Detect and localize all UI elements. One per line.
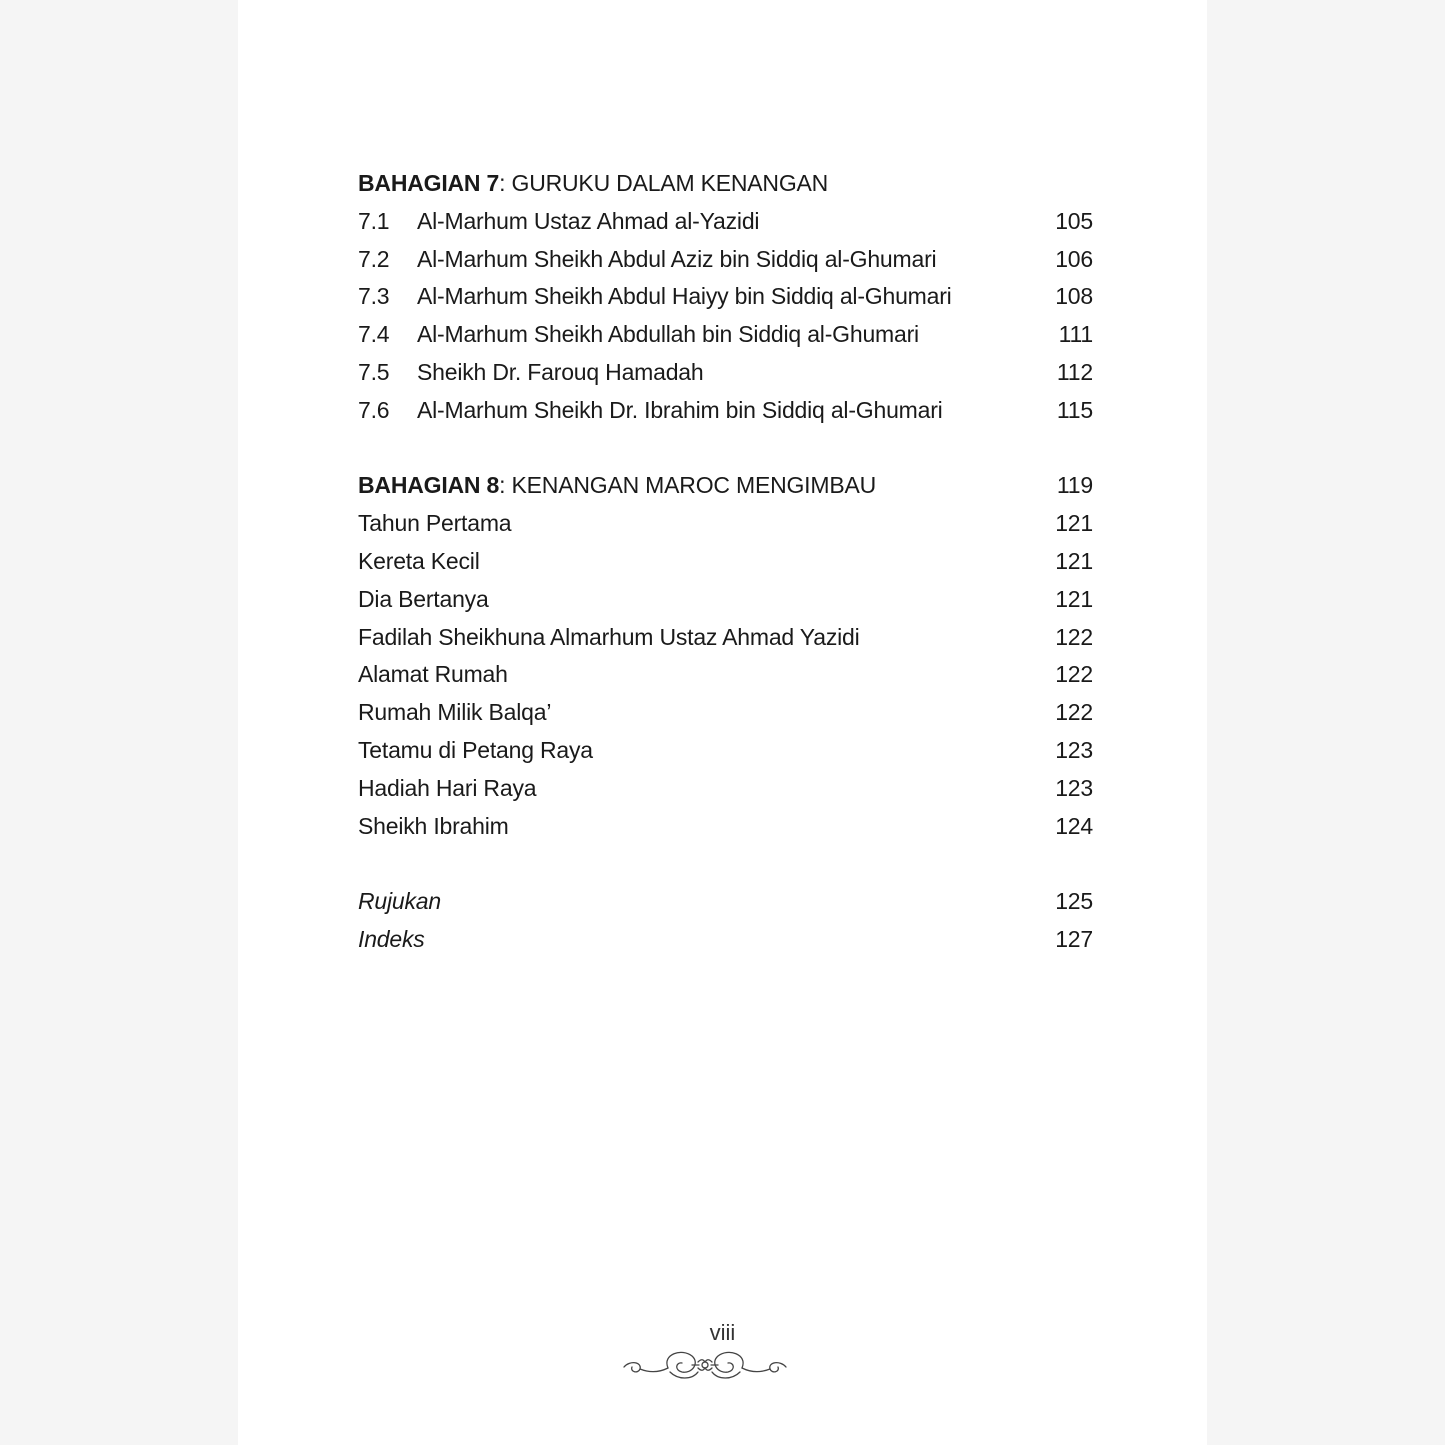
toc-row-page: 122 bbox=[1055, 661, 1093, 688]
toc-row bbox=[358, 203, 1093, 241]
toc-row-title: Al-Marhum Ustaz Ahmad al-Yazidi bbox=[417, 207, 760, 234]
toc-row-page: 121 bbox=[1055, 547, 1093, 574]
toc-row bbox=[358, 656, 1093, 694]
toc-row bbox=[358, 316, 1093, 354]
toc-row-page: 127 bbox=[1055, 925, 1093, 952]
toc-row bbox=[358, 278, 1093, 316]
toc-row-page: 124 bbox=[1055, 812, 1093, 839]
toc-row-title: Al-Marhum Sheikh Dr. Ibrahim bin Siddiq al-Ghumari bbox=[417, 396, 943, 423]
section-spacer bbox=[358, 430, 1093, 468]
toc-row-title: Hadiah Hari Raya bbox=[358, 774, 537, 801]
toc-row-title: Sheikh Dr. Farouq Hamadah bbox=[417, 358, 704, 385]
toc-row bbox=[358, 354, 1093, 392]
toc-row-page: 121 bbox=[1055, 510, 1093, 537]
toc-row-title: Al-Marhum Sheikh Abdul Aziz bin Siddiq al-Ghumari bbox=[417, 245, 937, 272]
table-of-contents bbox=[358, 165, 1093, 959]
toc-part-8-heading bbox=[358, 467, 1093, 505]
toc-row-title: Dia Bertanya bbox=[358, 585, 489, 612]
toc-row bbox=[358, 694, 1093, 732]
part-8-label: BAHAGIAN 8 bbox=[358, 472, 500, 499]
book-page bbox=[238, 0, 1207, 1445]
toc-row-number: 7.6 bbox=[358, 396, 390, 423]
toc-row-title: Alamat Rumah bbox=[358, 661, 508, 688]
toc-row-indeks bbox=[358, 921, 1093, 959]
toc-part-7-heading bbox=[358, 165, 1093, 203]
toc-row-page: 112 bbox=[1056, 358, 1093, 385]
toc-row-page: 123 bbox=[1055, 774, 1093, 801]
flourish-ornament-icon bbox=[620, 1342, 790, 1382]
toc-row-page: 115 bbox=[1056, 396, 1093, 423]
toc-row-number: 7.4 bbox=[358, 321, 390, 348]
toc-row-page: 108 bbox=[1055, 283, 1093, 310]
toc-row-page: 123 bbox=[1055, 736, 1093, 763]
toc-row-number: 7.5 bbox=[358, 358, 390, 385]
toc-row-number: 7.2 bbox=[358, 245, 390, 272]
toc-row-title: Tetamu di Petang Raya bbox=[358, 736, 593, 763]
part-7-label: BAHAGIAN 7 bbox=[358, 170, 500, 196]
toc-row-page: 111 bbox=[1058, 321, 1093, 348]
toc-row-title: Al-Marhum Sheikh Abdul Haiyy bin Siddiq al-Ghumari bbox=[417, 283, 952, 310]
toc-row bbox=[358, 808, 1093, 846]
toc-row-number: 7.3 bbox=[358, 283, 390, 310]
toc-row-title: Tahun Pertama bbox=[358, 510, 512, 537]
toc-row bbox=[358, 543, 1093, 581]
toc-row-title: Al-Marhum Sheikh Abdullah bin Siddiq al-Ghumari bbox=[417, 321, 919, 348]
toc-row bbox=[358, 392, 1093, 430]
part-8-title: : KENANGAN MAROC MENGIMBAU bbox=[499, 472, 877, 499]
toc-row-page: 105 bbox=[1055, 207, 1093, 234]
toc-row-page: 121 bbox=[1055, 585, 1093, 612]
toc-row-title: Fadilah Sheikhuna Almarhum Ustaz Ahmad Yazidi bbox=[358, 623, 860, 650]
page-number: viii bbox=[709, 1320, 736, 1345]
part-7-title: : GURUKU DALAM KENANGAN bbox=[499, 170, 829, 196]
toc-row bbox=[358, 241, 1093, 279]
toc-row-title: Sheikh Ibrahim bbox=[358, 812, 509, 839]
toc-row-number: 7.1 bbox=[358, 207, 390, 234]
toc-row-page: 122 bbox=[1055, 623, 1093, 650]
toc-row-title: Indeks bbox=[358, 925, 425, 952]
toc-row-page: 106 bbox=[1055, 245, 1093, 272]
toc-row bbox=[358, 732, 1093, 770]
toc-row-title: Rumah Milik Balqa’ bbox=[358, 699, 552, 726]
toc-row-title: Rujukan bbox=[358, 888, 441, 915]
toc-row-title: Kereta Kecil bbox=[358, 547, 480, 574]
toc-row-page: 125 bbox=[1055, 888, 1093, 915]
toc-row-rujukan bbox=[358, 883, 1093, 921]
toc-row bbox=[358, 770, 1093, 808]
toc-row bbox=[358, 619, 1093, 657]
toc-row bbox=[358, 581, 1093, 619]
section-spacer bbox=[358, 845, 1093, 883]
part-8-page: 119 bbox=[1056, 472, 1093, 499]
toc-row bbox=[358, 505, 1093, 543]
toc-row-page: 122 bbox=[1055, 699, 1093, 726]
